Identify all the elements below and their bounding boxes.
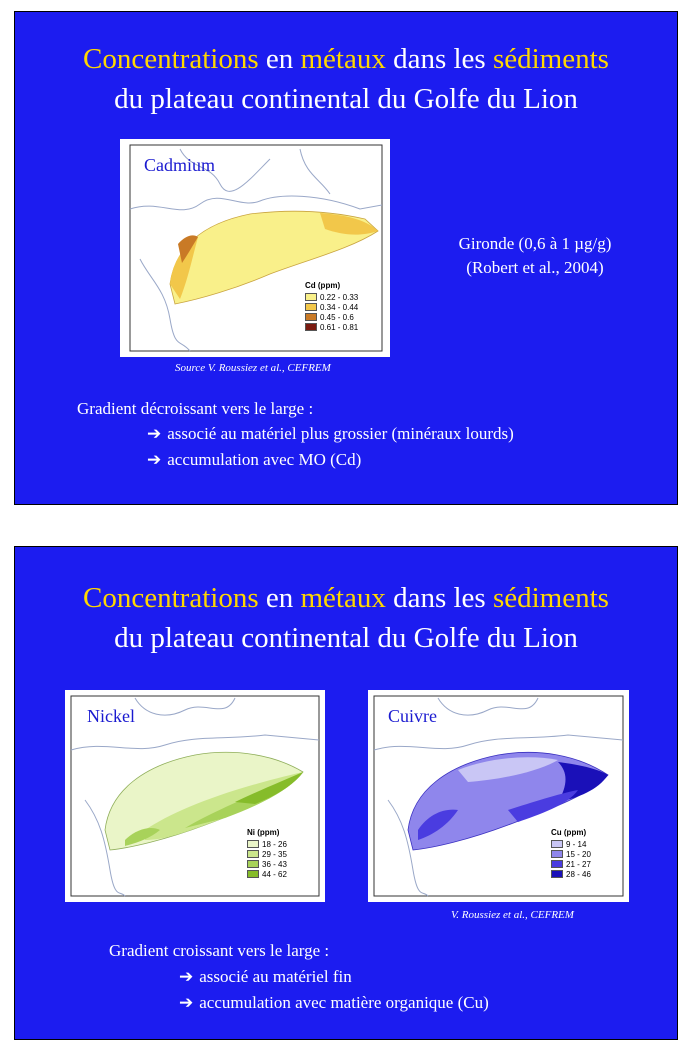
legend-row [551,869,591,879]
legend-swatch [247,860,259,868]
cadmium-legend [305,281,358,332]
legend-label: 0.34 - 0.44 [320,302,359,312]
legend-swatch [551,840,563,848]
legend-swatch [305,303,317,311]
bullet-text: associé au matériel plus grossier (minéraux lourds) [167,424,514,443]
legend-row [247,849,287,859]
cuivre-map [368,690,629,902]
legend-swatch [247,870,259,878]
nickel-map [65,690,325,902]
source-citation: V. Roussiez et al., CEFREM [451,909,574,921]
nickel-map-label: Nickel [87,706,135,726]
legend-swatch [247,850,259,858]
arrow-icon: ➔ [147,424,162,443]
legend-row [551,839,591,849]
legend-row [247,839,287,849]
cuivre-map-label: Cuivre [388,706,437,726]
slide-nickel-cuivre [14,546,678,1040]
legend-row [551,859,591,869]
legend-label: 0.61 - 0.81 [320,322,359,332]
legend-swatch [551,850,563,858]
slide-title-line2: du plateau continental du Golfe du Lion [114,622,578,654]
arrow-icon: ➔ [147,450,162,469]
nickel-legend [247,828,287,879]
slide-title-line1 [15,40,677,78]
gradient-intro: Gradient décroissant vers le large : [77,399,314,418]
gironde-note-line1: Gironde (0,6 à 1 µg/g) [458,234,612,253]
title-word-en: en [258,43,301,75]
bullet-text: accumulation avec MO (Cd) [167,450,362,469]
legend-row [551,849,591,859]
gironde-note-line2: (Robert et al., 2004) [466,258,604,277]
bullet-item [179,991,489,1015]
title-word-metaux: métaux [300,582,386,614]
legend-swatch [305,313,317,321]
legend-row [305,312,358,322]
cuivre-legend [551,828,591,879]
arrow-icon: ➔ [179,967,194,986]
bullet-item [147,448,361,472]
legend-label: 29 - 35 [262,849,287,859]
legend-swatch [551,860,563,868]
legend-label: 0.45 - 0.6 [320,312,354,322]
cuivre-legend-title: Cu (ppm) [551,828,587,837]
title-word-sediments: sédiments [492,582,609,614]
arrow-icon: ➔ [179,993,194,1012]
slide-title-line2: du plateau continental du Golfe du Lion [114,83,578,115]
source-citation: Source V. Roussiez et al., CEFREM [175,362,331,374]
gradient-intro: Gradient croissant vers le large : [109,941,330,960]
title-word-sediments: sédiments [492,43,609,75]
legend-row [247,869,287,879]
legend-label: 36 - 43 [262,859,287,869]
bullet-item [147,422,514,446]
cadmium-legend-title: Cd (ppm) [305,281,341,290]
bullet-text: accumulation avec matière organique (Cu) [199,993,489,1012]
title-word-dans-les: dans les [385,43,493,75]
legend-label: 18 - 26 [262,839,287,849]
cadmium-map [120,139,390,357]
legend-label: 15 - 20 [566,849,591,859]
legend-label: 44 - 62 [262,869,287,879]
legend-label: 9 - 14 [566,839,587,849]
legend-swatch [305,293,317,301]
title-word-dans-les: dans les [385,582,493,614]
gironde-note [425,232,645,280]
legend-row [247,859,287,869]
title-word-metaux: métaux [300,43,386,75]
bullet-text: associé au matériel fin [199,967,352,986]
legend-label: 28 - 46 [566,869,591,879]
legend-swatch [247,840,259,848]
bullet-item [179,965,352,989]
legend-row [305,302,358,312]
title-word-en: en [258,582,301,614]
cadmium-map-label: Cadmium [144,155,215,175]
title-word-concentrations: Concentrations [83,43,259,75]
legend-label: 0.22 - 0.33 [320,292,359,302]
title-word-concentrations: Concentrations [83,582,259,614]
legend-row [305,322,358,332]
slide-cadmium [14,11,678,505]
slide-title-line1 [15,579,677,617]
legend-row [305,292,358,302]
legend-swatch [551,870,563,878]
nickel-legend-title: Ni (ppm) [247,828,280,837]
legend-swatch [305,323,317,331]
legend-label: 21 - 27 [566,859,591,869]
